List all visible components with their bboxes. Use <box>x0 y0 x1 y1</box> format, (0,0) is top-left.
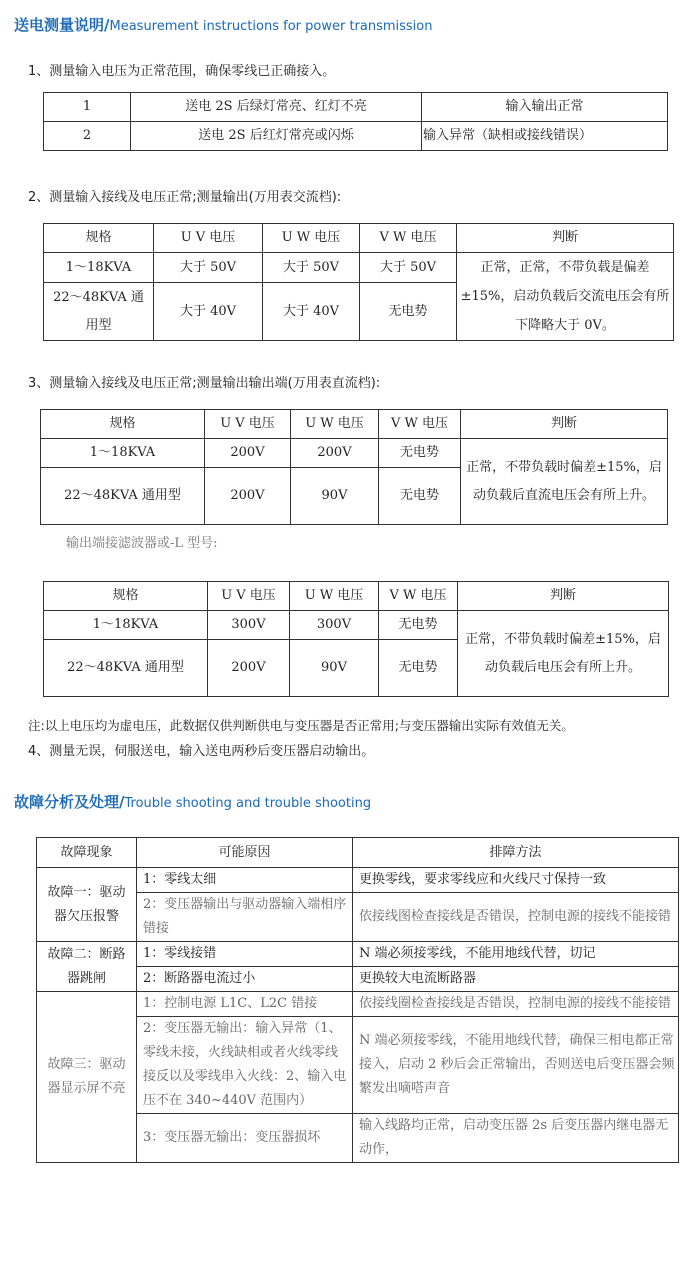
fault-fix: 依接线圈检查接线是否错误，控制电源的接线不能接错 <box>353 992 679 1017</box>
table-cell: 1 <box>44 93 131 122</box>
header-cell: U W 电压 <box>263 224 360 253</box>
table-cell: 200V <box>205 468 291 525</box>
table-header-row <box>44 582 669 611</box>
fault-cause: 3：变压器无输出：变压器损坏 <box>137 1114 353 1163</box>
fault-fix: 输入线路均正常，启动变压器 2s 后变压器内继电器无动作， <box>353 1114 679 1163</box>
header-cell: V W 电压 <box>379 410 461 439</box>
table-cell: 大于 50V <box>154 253 263 283</box>
table-row <box>37 868 679 893</box>
table-cell: 送电 2S 后红灯常亮或闪烁 <box>131 122 422 151</box>
fault-symptom: 故障三：驱动器显示屏不亮 <box>37 992 137 1163</box>
step-1-text: 1、测量输入电压为正常范围，确保零线已正确接入。 <box>28 64 336 79</box>
table-header-row <box>41 410 668 439</box>
header-cell: U W 电压 <box>291 410 379 439</box>
troubleshooting-table <box>36 837 679 1163</box>
judge-cell: 正常，正常，不带负载是偏差±15%，启动负载后交流电压会有所下降略大于 0V。 <box>457 253 674 341</box>
status-light-table <box>43 92 668 151</box>
table-cell: 大于 40V <box>263 283 360 341</box>
header-cell: U V 电压 <box>154 224 263 253</box>
table-cell: 22～48KVA 通用型 <box>44 283 154 341</box>
header-cell: 规格 <box>41 410 205 439</box>
section-title-troubleshooting <box>14 791 371 812</box>
table-cell: 无电势 <box>379 611 458 640</box>
fault-symptom: 故障二：断路器跳闸 <box>37 942 137 992</box>
fault-fix: 更换较大电流断路器 <box>353 967 679 992</box>
header-cell: 故障现象 <box>37 838 137 868</box>
judge-cell: 正常，不带负载时偏差±15%，启动负载后直流电压会有所上升。 <box>461 439 668 525</box>
header-cell: 规格 <box>44 224 154 253</box>
table-row <box>41 439 668 468</box>
section-title-measurement <box>14 14 433 35</box>
table-cell: 无电势 <box>379 468 461 525</box>
section-title-en: Trouble shooting and trouble shooting <box>124 796 372 811</box>
section-title-cn: 送电测量说明/ <box>14 16 110 34</box>
header-cell: V W 电压 <box>360 224 457 253</box>
fault-fix: N 端必须接零线，不能用地线代替，切记 <box>353 942 679 967</box>
judge-cell: 正常，不带负载时偏差±15%，启动负载后电压会有所上升。 <box>458 611 669 697</box>
header-cell: 判断 <box>461 410 668 439</box>
table-row <box>44 611 669 640</box>
voltage-note: 注:以上电压均为虚电压，此数据仅供判断供电与变压器是否正常用;与变压器输出实际有效值无关。 <box>28 718 574 733</box>
table-cell: 300V <box>290 611 379 640</box>
table-cell: 200V <box>205 439 291 468</box>
step-3-text: 3、测量输入接线及电压正常;测量输出输出端(万用表直流档): <box>28 376 381 391</box>
table-cell: 22～48KVA 通用型 <box>41 468 205 525</box>
table-cell: 无电势 <box>379 439 461 468</box>
header-cell: 判断 <box>457 224 674 253</box>
table-row <box>37 942 679 967</box>
table-cell: 大于 50V <box>360 253 457 283</box>
dc-output-table <box>40 409 668 525</box>
table-cell: 大于 40V <box>154 283 263 341</box>
table-row <box>44 253 674 283</box>
header-cell: 规格 <box>44 582 208 611</box>
table-cell: 1～18KVA <box>44 253 154 283</box>
table-cell: 送电 2S 后绿灯常亮、红灯不亮 <box>131 93 422 122</box>
table-cell: 输入输出正常 <box>422 93 668 122</box>
table-cell: 2 <box>44 122 131 151</box>
fault-fix: 依接线图检查接线是否错误，控制电源的接线不能接错 <box>353 893 679 942</box>
header-cell: U V 电压 <box>208 582 290 611</box>
header-cell: V W 电压 <box>379 582 458 611</box>
table-row <box>44 93 668 122</box>
header-cell: 排障方法 <box>353 838 679 868</box>
header-cell: U W 电压 <box>290 582 379 611</box>
header-cell: 可能原因 <box>137 838 353 868</box>
fault-cause: 1：零线太细 <box>137 868 353 893</box>
step-4-text: 4、测量无误，伺服送电，输入送电两秒后变压器启动输出。 <box>28 744 375 759</box>
table-row <box>37 992 679 1017</box>
table-header-row <box>44 224 674 253</box>
table-header-row <box>37 838 679 868</box>
fault-fix: 更换零线，要求零线应和火线尺寸保持一致 <box>353 868 679 893</box>
header-cell: U V 电压 <box>205 410 291 439</box>
table-cell: 22～48KVA 通用型 <box>44 640 208 697</box>
table-cell: 200V <box>291 439 379 468</box>
table-cell: 1～18KVA <box>44 611 208 640</box>
table-row <box>44 122 668 151</box>
table-cell: 无电势 <box>379 640 458 697</box>
fault-cause: 2：断路器电流过小 <box>137 967 353 992</box>
table-cell: 200V <box>208 640 290 697</box>
table-cell: 输入异常（缺相或接线错误） <box>422 122 668 151</box>
fault-cause: 1：零线接错 <box>137 942 353 967</box>
fault-fix: N 端必须接零线，不能用地线代替，确保三相电都正常接入，启动 2 秒后会正常输出，否则送电后变压器会频繁发出嘀嗒声音 <box>353 1017 679 1114</box>
filter-output-table <box>43 581 669 697</box>
fault-cause: 2：变压器无输出：输入异常（1、零线未接，火线缺相或者火线零线接反以及零线串入火线：2、输入电压不在 340~440V 范围内） <box>137 1017 353 1114</box>
fault-cause: 2：变压器输出与驱动器输入端相序错接 <box>137 893 353 942</box>
step-2-text: 2、测量输入接线及电压正常;测量输出(万用表交流档): <box>28 190 342 205</box>
header-cell: 判断 <box>458 582 669 611</box>
table-cell: 90V <box>291 468 379 525</box>
table-cell: 1～18KVA <box>41 439 205 468</box>
filter-model-note: 输出端接滤波器或-L 型号: <box>66 536 218 551</box>
table-cell: 90V <box>290 640 379 697</box>
table-cell: 无电势 <box>360 283 457 341</box>
section-title-cn: 故障分析及处理/ <box>14 793 125 811</box>
fault-cause: 1：控制电源 L1C、L2C 错接 <box>137 992 353 1017</box>
table-cell: 大于 50V <box>263 253 360 283</box>
table-cell: 300V <box>208 611 290 640</box>
fault-symptom: 故障一：驱动器欠压报警 <box>37 868 137 942</box>
section-title-en: Measurement instructions for power transmission <box>109 19 433 34</box>
ac-output-table <box>43 223 674 341</box>
